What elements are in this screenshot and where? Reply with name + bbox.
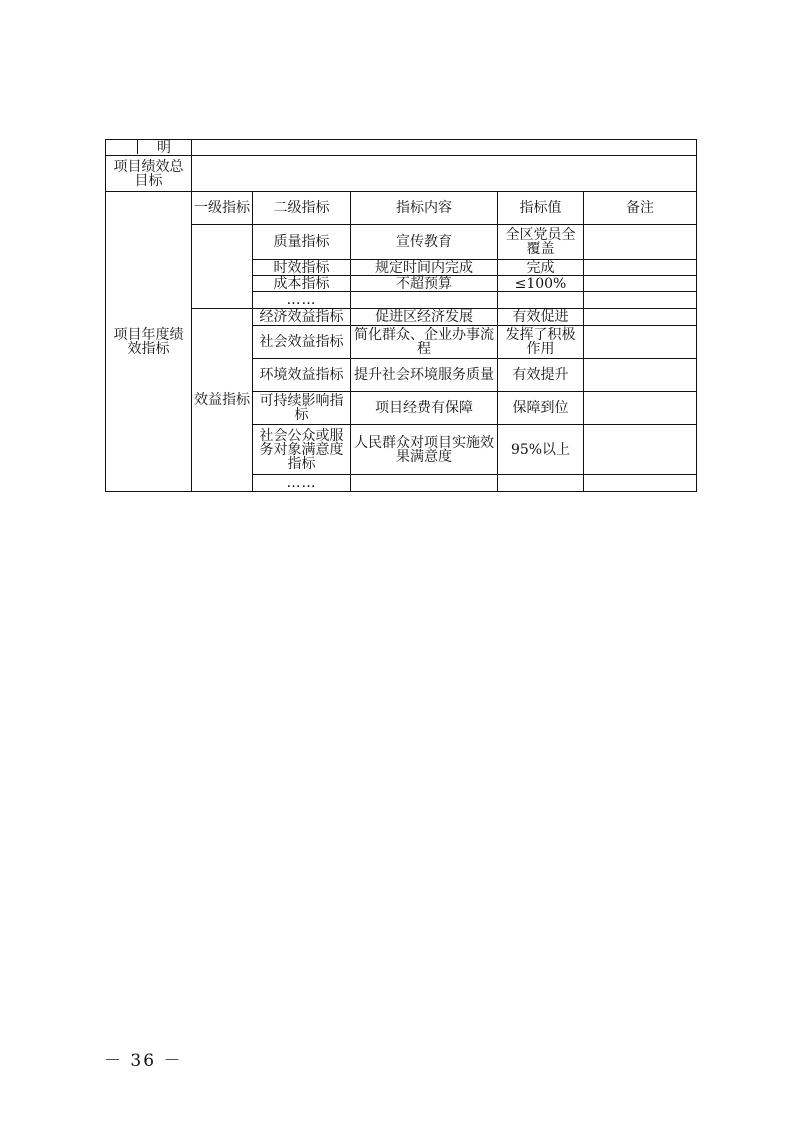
- header-level1: 一级指标: [192, 192, 253, 225]
- table-row: 时效指标 规定时间内完成 完成: [106, 260, 697, 276]
- table-row: 可持续影响指标 项目经费有保障 保障到位: [106, 392, 697, 425]
- goal-row: [106, 156, 697, 192]
- table-row: 效益指标 经济效益指标 促进区经济发展 有效促进: [106, 309, 697, 326]
- page-number: － 36 －: [104, 1051, 183, 1071]
- table-row: 质量指标 宣传教育 全区党员全覆盖: [106, 225, 697, 260]
- table-row: ……: [106, 292, 697, 309]
- header-row: [106, 192, 697, 225]
- top-row-stub-divider: [105, 139, 138, 154]
- annual-indicators-label: 项目年度绩效指标: [113, 326, 184, 357]
- table-row: 社会效益指标 简化群众、企业办事流程 发挥了积极作用: [106, 326, 697, 359]
- benefit-label: 效益指标: [194, 392, 250, 408]
- top-row-value-cell: [192, 140, 697, 156]
- goal-value-cell: [192, 156, 697, 192]
- table-row: 成本指标 不超预算 ≤100%: [106, 276, 697, 292]
- top-partial-row: [106, 140, 697, 156]
- header-content: 指标内容: [351, 192, 498, 225]
- goal-label-cell: [106, 156, 192, 192]
- goal-label: 项目绩效总目标: [113, 158, 184, 189]
- annual-indicators-label-cell: [106, 192, 192, 492]
- table-row: 社会公众或服务对象满意度指标 人民群众对项目实施效果满意度 95%以上: [106, 425, 697, 475]
- benefit-label-cell: [192, 309, 253, 492]
- output-level1-cell: [192, 225, 253, 309]
- table-row: 环境效益指标 提升社会环境服务质量 有效提升: [106, 359, 697, 392]
- header-note: 备注: [584, 192, 697, 225]
- header-value: 指标值: [498, 192, 584, 225]
- performance-indicator-table: [105, 139, 697, 492]
- table-row: ……: [106, 475, 697, 492]
- top-row-label: 明: [157, 139, 171, 156]
- header-level2: 二级指标: [253, 192, 351, 225]
